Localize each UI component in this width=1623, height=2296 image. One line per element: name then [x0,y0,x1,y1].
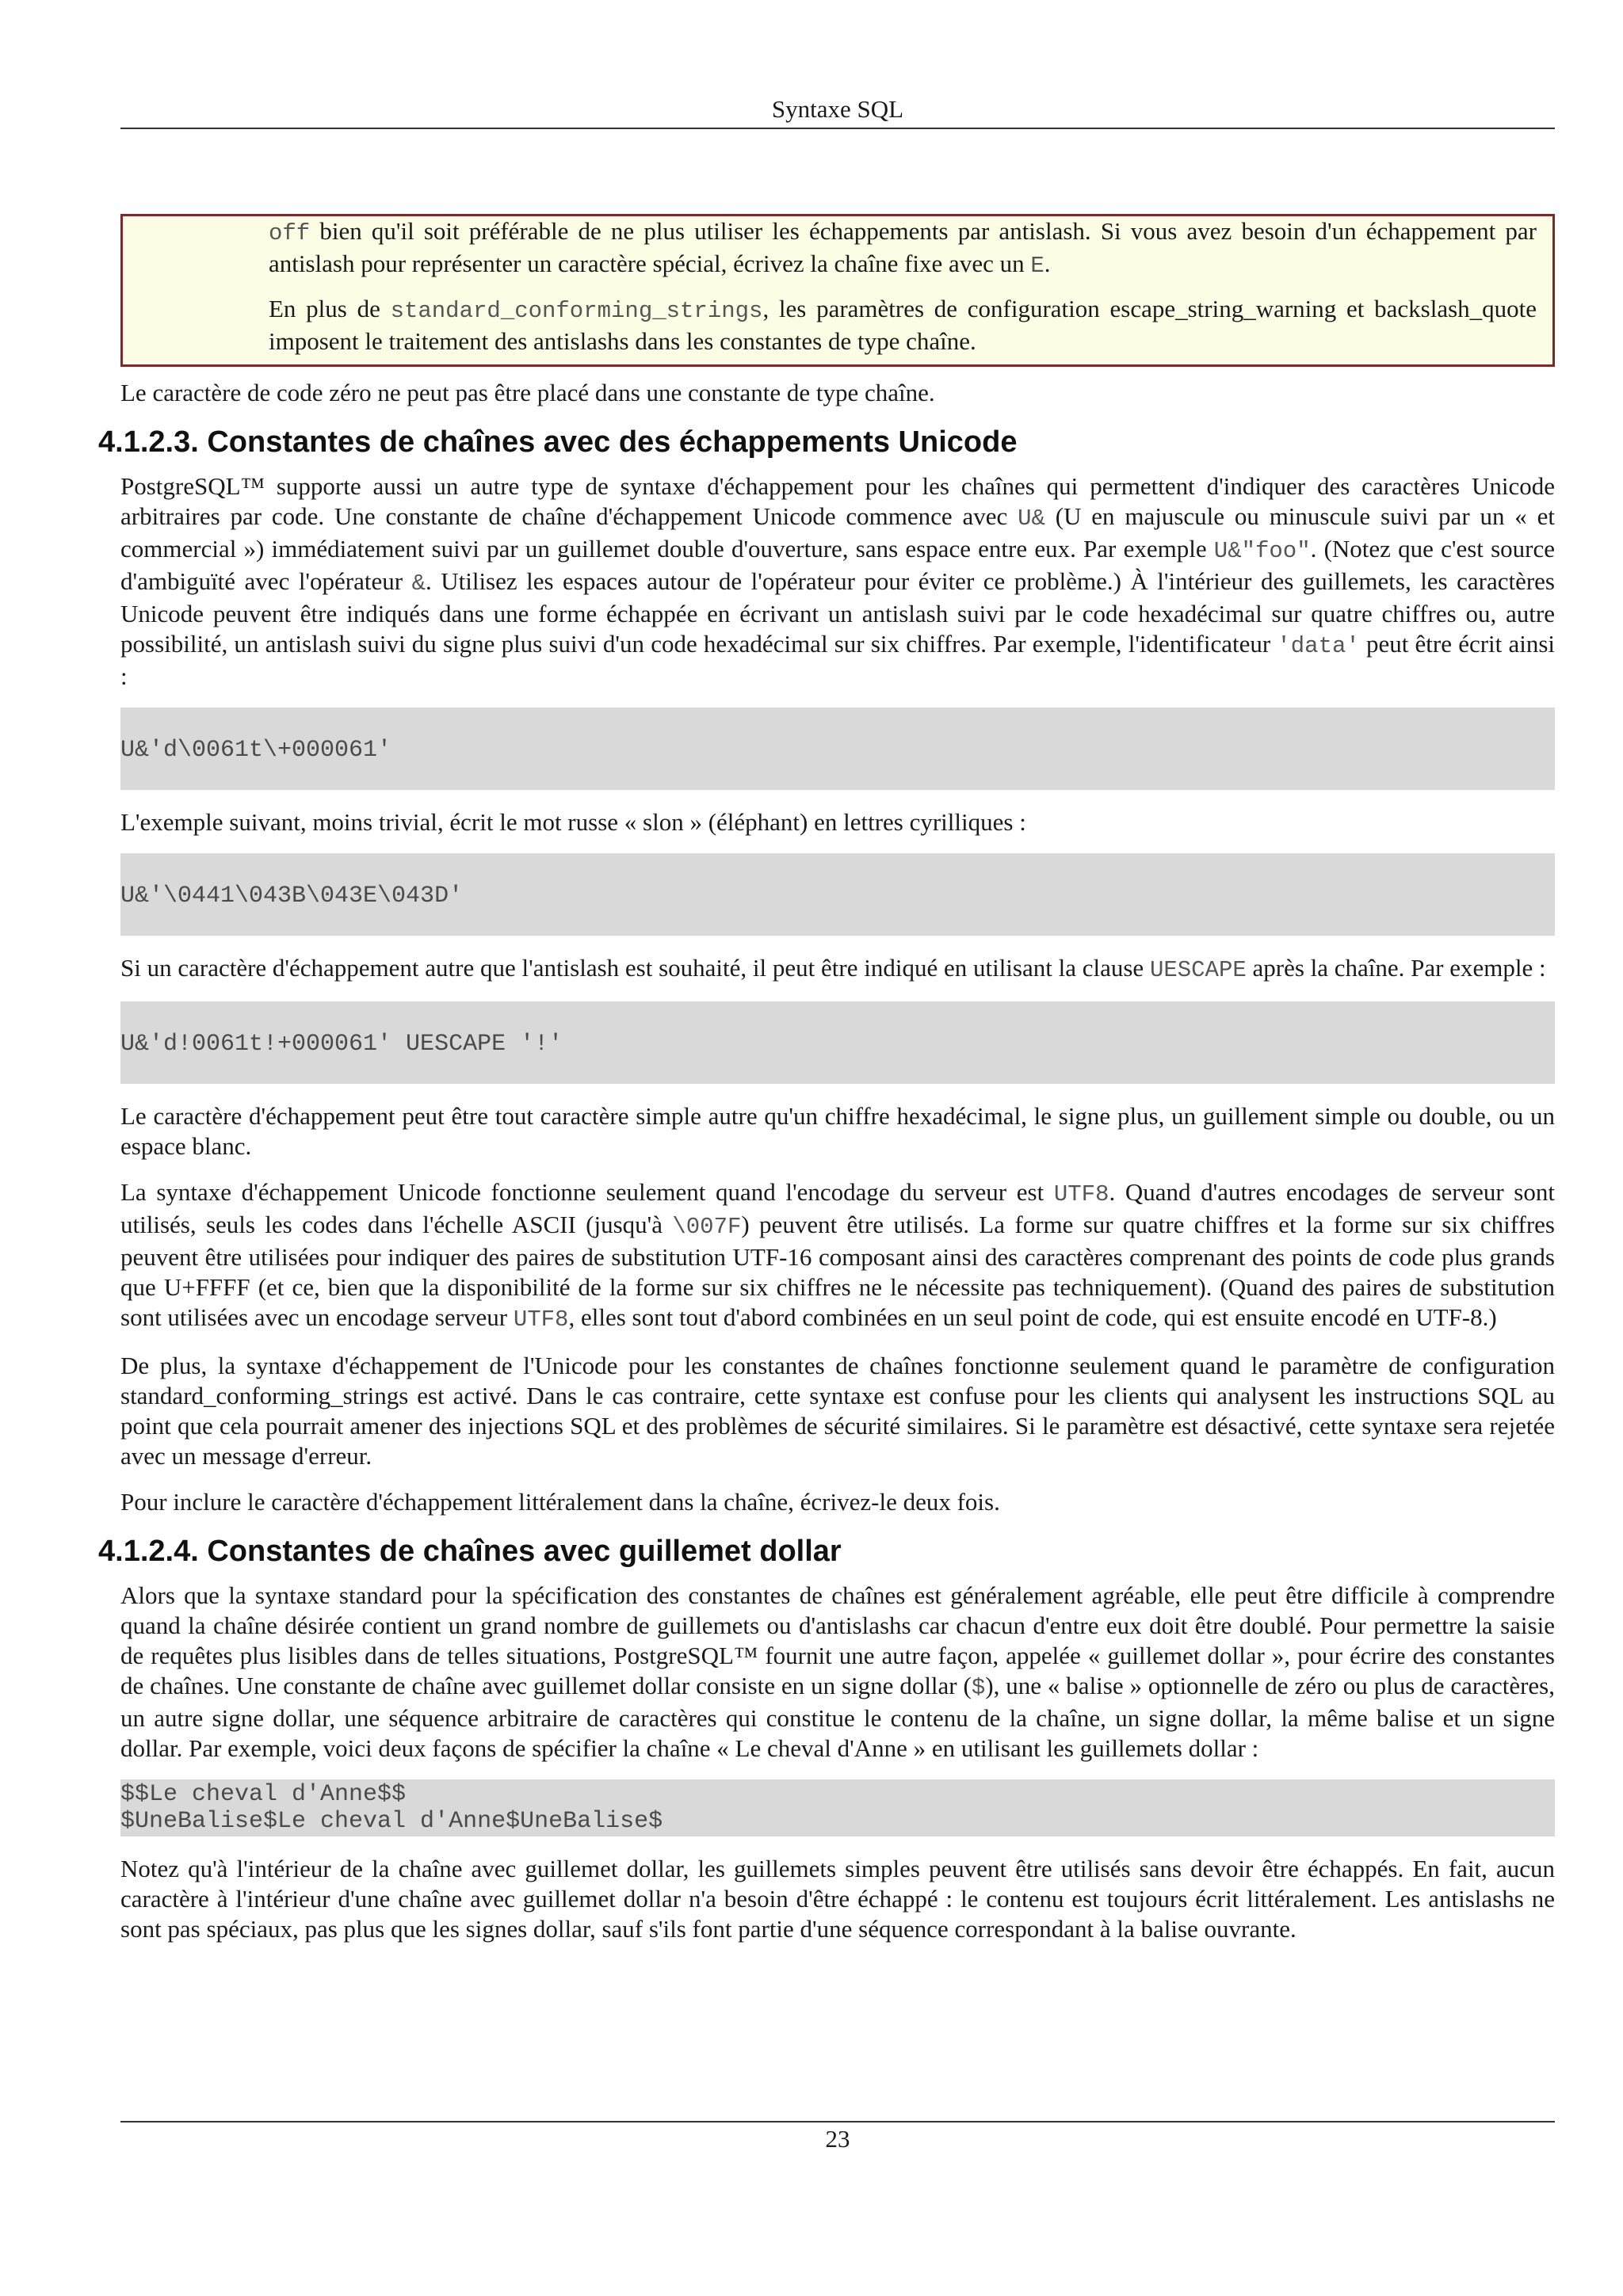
text-run: PostgreSQL™ supporte aussi un autre type de syntaxe d'échappement pour les chaînes qui permettent d'indiquer des caractères Unicode arbitraires par code. Une constante de chaîne d'échappement Unicode commence avec [120,472,1555,530]
text-run: Si un caractère d'échappement autre que l'antislash est souhaité, il peut être indiqué en utilisant la clause [120,954,1150,982]
paragraph-dollar-notes: Notez qu'à l'intérieur de la chaîne avec guillemet dollar, les guillemets simples peuvent être utilisés sans devoir être échappés. En fait, aucun caractère à l'intérieur d'une chaîne avec guillemet dollar n'a besoin d'être échappé : le contenu est toujours écrit littéralement. Les antislashs ne sont pas spéciaux, pas plus que les signes dollar, sauf s'ils font partie d'une séquence correspondant à la balise ouvrante. [120,1855,1555,1943]
paragraph-escape-char-rules: Le caractère d'échappement peut être tout caractère simple autre qu'un chiffre hexadécimal, le signe plus, un guillement simple ou double, ou un espace blanc. [120,1102,1555,1160]
paragraph-uescape [120,953,1555,986]
text-run: ) peuvent être utilisés. La forme sur quatre chiffres et la forme sur six chiffres peuvent être utilisées pour indiquer des paires de substitution UTF-16 composant ainsi des caractères comprenant des points de code plus grands que U+FFFF (et ce, bien que la disponibilité de la forme sur six chiffres ne le nécessite pas techniquement). (Quand des paires de substitution sont utilisées avec un encodage serveur [120,1211,1555,1331]
text-run: . (Notez que c'est source d'ambiguïté avec l'opérateur [120,535,1555,595]
text-run: La syntaxe d'échappement Unicode fonctionne seulement quand l'encodage du serveur est [120,1178,1054,1206]
paragraph-dollar-intro [120,1581,1555,1764]
inline-code: standard_conforming_strings [390,298,763,324]
text-run: bien qu'il soit préférable de ne plus utiliser les échappements par antislash. Si vous avez besoin d'un échappement par antislash pour représenter un caractère spécial, écrivez la chaîne fixe avec un [269,217,1537,277]
text-run: . [1044,250,1051,277]
text-run: peut être écrit ainsi : [120,630,1555,690]
inline-code: \007F [672,1214,742,1240]
code-block-dollar-example: $$Le cheval d'Anne$$ $UneBalise$Le cheval d'Anne$UneBalise$ [120,1779,1555,1836]
text-run: , les paramètres de configuration escape_string_warning et backslash_quote imposent le traitement des antislashs dans les constantes de type chaîne. [269,295,1537,355]
page-header-title: Syntaxe SQL [771,95,904,123]
inline-code: & [411,570,426,597]
paragraph-utf8-encoding [120,1177,1555,1335]
code-block-data-example: U&'d\0061t\+000061' [120,707,1555,790]
paragraph-slon-example: L'exemple suivant, moins trivial, écrit le mot russe « slon » (éléphant) en lettres cyrilliques : [120,808,1026,836]
code-block-cyrillic-example: U&'\0441\043B\043E\043D' [120,853,1555,936]
paragraph-zero-char: Le caractère de code zéro ne peut pas être placé dans une constante de type chaîne. [120,379,935,406]
inline-code: 'data' [1277,633,1360,659]
section-heading-4-1-2-3: 4.1.2.3. Constantes de chaînes avec des échappements Unicode [98,425,1018,459]
paragraph-escape-twice: Pour inclure le caractère d'échappement littéralement dans la chaîne, écrivez-le deux fois. [120,1488,1000,1516]
note-box [120,214,1555,367]
header-divider [120,128,1555,129]
note-paragraph-2 [269,294,1537,357]
inline-code: $ [971,1675,986,1701]
note-paragraph-1 [269,216,1537,281]
text-run: après la chaîne. Par exemple : [1246,954,1546,982]
text-run: . Utilisez les espaces autour de l'opérateur pour éviter ce problème.) À l'intérieur des guillemets, les caractères Unicode peuvent être indiqués dans une forme échappée en écrivant un antislash suivi par le code hexadécimal sur quatre chiffres ou, autre possibilité, un antislash suivi du signe plus suivi d'un code hexadécimal sur six chiffres. Par exemple, l'identificateur [120,567,1555,658]
text-run: Alors que la syntaxe standard pour la spécification des constantes de chaînes est généralement agréable, elle peut être difficile à comprendre quand la chaîne désirée contient un grand nombre de guillemets ou d'antislashs car chacun d'entre eux doit être doublé. Pour permettre la saisie de requêtes plus lisibles dans de telles situations, PostgreSQL™ fournit une autre façon, appelée « guillemet dollar », pour écrire des constantes de chaînes. Une constante de chaîne avec guillemet dollar consiste en un signe dollar ( [120,1581,1555,1699]
inline-code: UESCAPE [1149,957,1247,983]
text-run: , elles sont tout d'abord combinées en un seul point de code, qui est ensuite encodé en UTF-8.) [568,1303,1497,1331]
section-heading-4-1-2-4: 4.1.2.4. Constantes de chaînes avec guillemet dollar [98,1535,842,1568]
inline-code: U& [1018,505,1045,532]
inline-code: off [269,220,311,246]
inline-code: E [1030,253,1044,279]
text-run: En plus de [269,295,391,322]
inline-code: U&"foo" [1213,538,1311,564]
paragraph-unicode-intro [120,471,1555,692]
footer-divider [120,2121,1555,2122]
page-content [98,214,1555,1960]
text-run: (U en majuscule ou minuscule suivi par un « et commercial ») immédiatement suivi par un guillemet double d'ouverture, sans espace entre eux. Par exemple [120,502,1555,563]
text-run: ), une « balise » optionnelle de zéro ou plus de caractères, un autre signe dollar, une séquence arbitraire de caractères qui constitue le contenu de la chaîne, un signe dollar, la même balise et un signe dollar. Par exemple, voici deux façons de spécifier la chaîne « Le cheval d'Anne » en utilisant les guillemets dollar : [120,1672,1555,1762]
inline-code: UTF8 [1053,1181,1109,1207]
page-number: 23 [825,2125,850,2153]
code-block-uescape-example: U&'d!0061t!+000061' UESCAPE '!' [120,1001,1555,1084]
inline-code: UTF8 [513,1306,569,1333]
text-run: . Quand d'autres encodages de serveur sont utilisés, seuls les codes dans l'échelle ASCII (jusqu'à [120,1178,1555,1238]
paragraph-standard-conforming: De plus, la syntaxe d'échappement de l'Unicode pour les constantes de chaînes fonctionne seulement quand le paramètre de configuration standard_conforming_strings est activé. Dans le cas contraire, cette syntaxe est confuse pour les clients qui analysent les instructions SQL au point que cela pourrait amener des injections SQL et des problèmes de sécurité similaires. Si le paramètre est désactivé, cette syntaxe sera rejetée avec un message d'erreur. [120,1352,1555,1470]
